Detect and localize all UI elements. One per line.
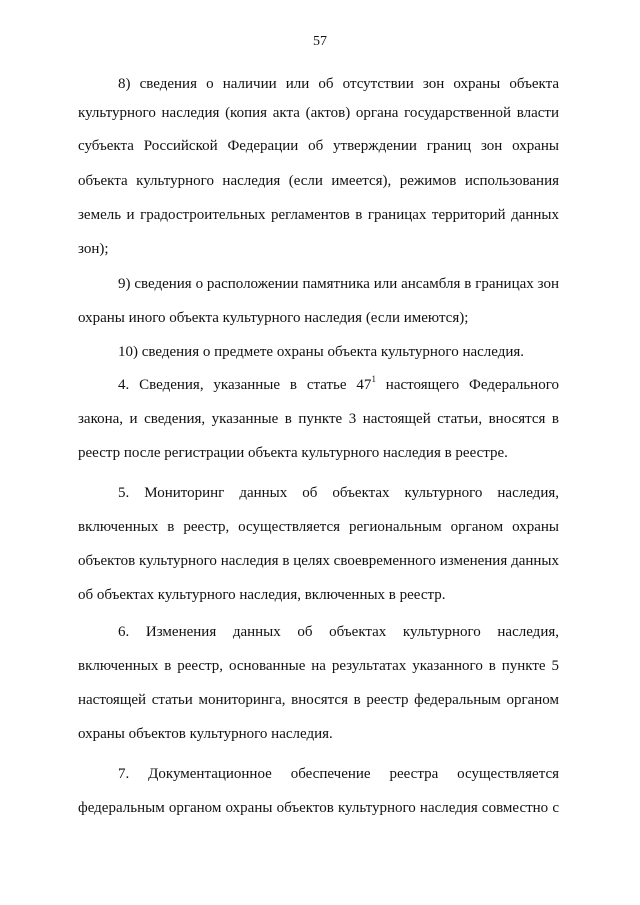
text-line: 5. Мониторинг данных об объектах культурного наследия, [118,485,559,501]
text-line: настоящей статьи мониторинга, вносятся в реестр федеральным органом [78,692,559,708]
text-line: закона, и сведения, указанные в пункте 3 настоящей статьи, вносятся в [78,411,559,427]
text-line: зон); [78,241,109,257]
text-line: 10) сведения о предмете охраны объекта культурного наследия. [118,344,525,360]
text-line: земель и градостроительных регламентов в границах территорий данных [78,207,559,223]
text-line: охраны иного объекта культурного наследия (если имеются); [78,310,469,326]
text-line: реестр после регистрации объекта культурного наследия в реестре. [78,445,508,461]
text-line: охраны объектов культурного наследия. [78,726,333,742]
text-line: объектов культурного наследия в целях своевременного изменения данных [78,553,559,569]
text-line: 8) сведения о наличии или об отсутствии зон охраны объекта [118,76,559,92]
text-line: культурного наследия (копия акта (актов) органа государственной власти [78,105,559,121]
text-segment: настоящего Федерального [375,377,559,393]
text-line: федеральным органом охраны объектов культурного наследия совместно с [78,800,559,816]
text-line: включенных в реестр, основанные на результатах указанного в пункте 5 [78,658,559,674]
text-line: 9) сведения о расположении памятника или ансамбля в границах зон [118,276,559,292]
superscript: 1 [371,374,376,384]
text-line: об объектах культурного наследия, включенных в реестр. [78,587,446,603]
text-line: 7. Документационное обеспечение реестра осуществляется [118,766,559,782]
text-line: объекта культурного наследия (если имеется), режимов использования [78,173,559,189]
text-line [118,376,559,394]
text-line: включенных в реестр, осуществляется региональным органом охраны [78,519,559,535]
text-line: субъекта Российской Федерации об утверждении границ зон охраны [78,138,559,154]
text-line: 6. Изменения данных об объектах культурного наследия, [118,624,559,640]
page-number: 57 [313,34,327,49]
text-segment: 4. Сведения, указанные в статье 47 [118,377,372,393]
